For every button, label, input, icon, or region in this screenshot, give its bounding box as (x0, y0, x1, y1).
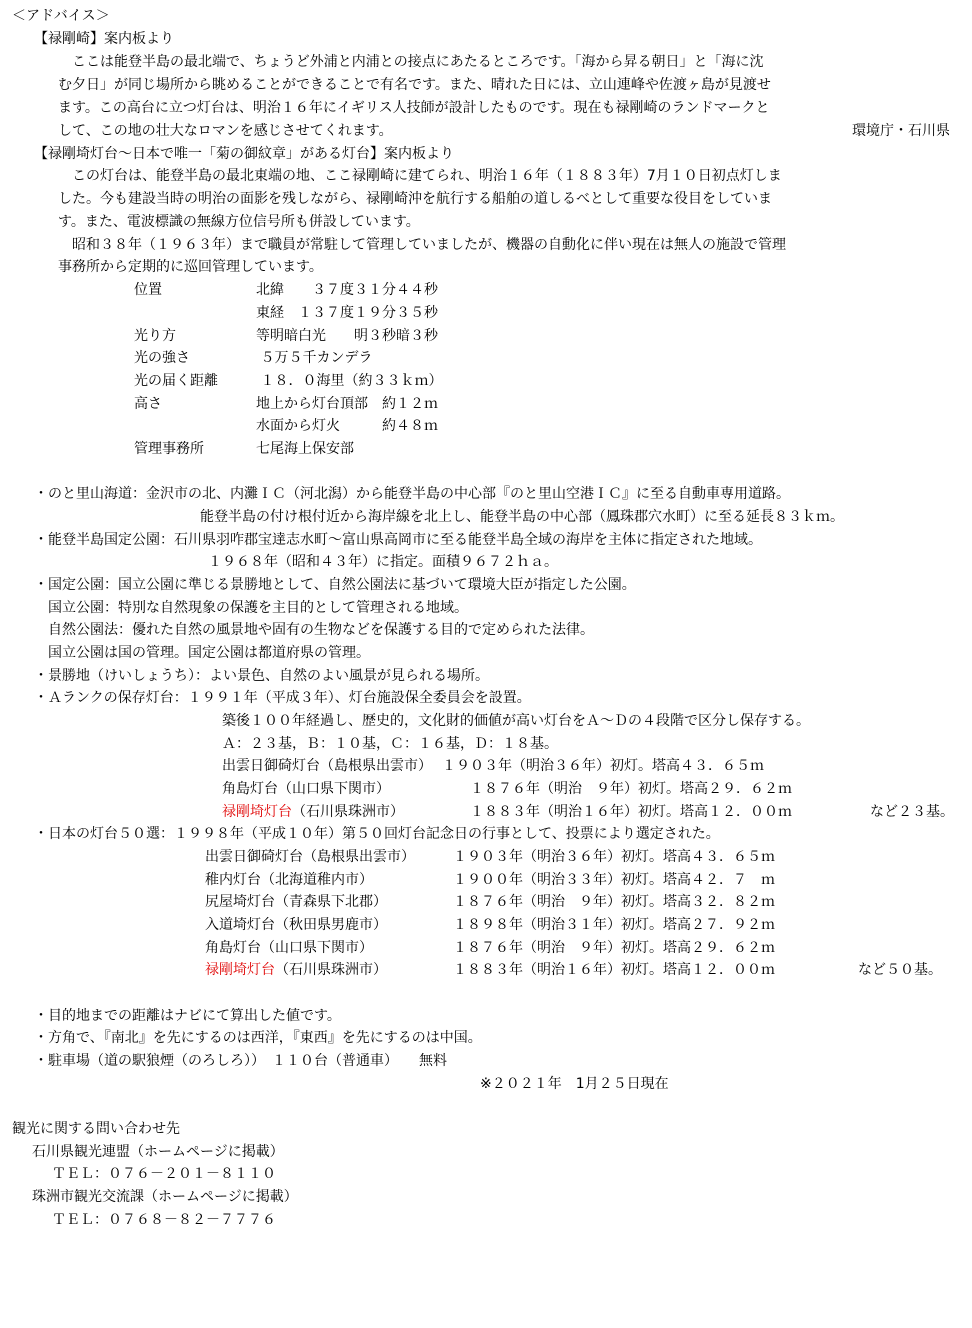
lighthouse-info: １９０３年（明治３６年）初灯。塔高４３．６５ｍ (442, 758, 764, 774)
contact-tel: ＴＥＬ：０７６８－８２－７７７６ (52, 1212, 276, 1228)
spec-value: 水面から灯火 約４８ｍ (256, 418, 438, 434)
lighthouse-name: 入道埼灯台（秋田県男鹿市） (205, 917, 387, 933)
note-def-national: 国立公園：特別な自然現象の保護を主目的として管理される地域。 (48, 600, 468, 616)
note-a-rank: ・Ａランクの保存灯台：１９９１年（平成３年）、灯台施設保全委員会を設置。 (34, 690, 531, 706)
lighthouse-name: 尻屋埼灯台（青森県下北郡） (205, 894, 387, 910)
note-def-mgmt: 国立公園は国の管理。国定公園は都道府県の管理。 (48, 645, 370, 661)
spec-value: 東経 １３７度１９分３５秒 (256, 305, 438, 321)
sign2-line: した。今も建設当時の明治の面影を残しながら、禄剛崎沖を航行する船舶の道しるべとして重要な役目をしていま (58, 191, 772, 207)
note-def-scenic: ・景勝地（けいしょうち）：よい景色、自然のよい風景が見られる場所。 (34, 668, 489, 684)
spec-value: １８．０海里（約３３ｋｍ） (256, 373, 443, 389)
note-quasi-park-cont: １９６８年（昭和４３年）に指定。面積９６７２ｈａ。 (208, 554, 558, 570)
spec-label: 位置 (134, 282, 162, 298)
lighthouse-name: 角島灯台（山口県下関市） (205, 940, 373, 956)
lighthouse-name: 出雲日御碕灯台（島根県出雲市） (222, 758, 432, 774)
lighthouse-info: １８７６年（明治 ９年）初灯。塔高２９．６２ｍ (470, 781, 792, 797)
note-noto-road-cont: 能登半島の付け根付近から海岸線を北上し、能登半島の中心部（鳳珠郡穴水町）に至る延長８３ｋｍ。 (200, 509, 844, 525)
lighthouse-name: 稚内灯台（北海道稚内市） (205, 872, 373, 888)
sign1-line: む夕日」が同じ場所から眺めることができることで有名です。また、晴れた日には、立山連峰や佐渡ヶ島が見渡せ (58, 77, 771, 93)
lighthouse-info: １９００年（明治３３年）初灯。塔高４２．７ ｍ (453, 872, 775, 888)
contact-org: 珠洲市観光交流課（ホームページに掲載） (32, 1189, 298, 1205)
lighthouse-info: １８９８年（明治３１年）初灯。塔高２７．９２ｍ (453, 917, 775, 933)
note-direction: ・方角で、『南北』を先にするのは西洋，『東西』を先にするのは中国。 (34, 1030, 482, 1046)
lighthouse-name: 角島灯台（山口県下関市） (222, 781, 390, 797)
lighthouse-location: （石川県珠洲市） (292, 804, 404, 820)
spec-value: ５万５千カンデラ (256, 350, 373, 366)
note-as-of: ※２０２１年 1月２５日現在 (480, 1076, 669, 1092)
note-a-rank-cont: 築後１００年経過し、歴史的，文化財的価値が高い灯台をＡ～Ｄの４段階で区分し保存する。 (222, 713, 810, 729)
note-a-rank-counts: Ａ：２３基，Ｂ：１０基，Ｃ：１６基，Ｄ：１８基。 (222, 736, 558, 752)
lighthouse-location: （石川県珠洲市） (275, 962, 387, 978)
sign2-line: 事務所から定期的に巡回管理しています。 (58, 259, 323, 275)
spec-value: 北緯 ３７度３１分４４秒 (256, 282, 438, 298)
sign2-line: 昭和３８年（１９６３年）まで職員が常駐して管理していましたが、機器の自動化に伴い現在は無人の施設で管理 (72, 237, 786, 253)
sign1-line: ます。この高台に立つ灯台は、明治１６年にイギリス人技師が設計したものです。現在も禄剛崎のランドマークと (58, 100, 770, 116)
note-def-quasi: ・国定公園：国立公園に準じる景勝地として、自然公園法に基づいて環境大臣が指定した公園。 (34, 577, 636, 593)
spec-label: 管理事務所 (134, 441, 204, 457)
lighthouse-name: 出雲日御碕灯台（島根県出雲市） (205, 849, 415, 865)
lighthouse-info: １８８３年（明治１６年）初灯。塔高１２．００ｍ (470, 804, 792, 820)
lighthouse-name (205, 960, 387, 980)
spec-value: 七尾海上保安部 (256, 441, 354, 457)
section-heading: ＜アドバイス＞ (12, 8, 110, 24)
sign2-line: この灯台は、能登半島の最北東端の地、ここ禄剛崎に建てられ、明治１６年（１８８３年）7月１０日初点灯しま (72, 168, 782, 184)
spec-label: 高さ (134, 396, 162, 412)
highlight-name: 禄剛埼灯台 (222, 804, 292, 820)
note-top50: ・日本の灯台５０選：１９９８年（平成１０年）第５０回灯台記念日の行事として、投票により選定された。 (34, 826, 720, 842)
note-def-law: 自然公園法：優れた自然の風景地や固有の生物などを保護する目的で定められた法律。 (48, 622, 594, 638)
lighthouse-info: １８８３年（明治１６年）初灯。塔高１２．００ｍ (453, 962, 775, 978)
lighthouse-info: １８７６年（明治 ９年）初灯。塔高２９．６２ｍ (453, 940, 775, 956)
spec-label: 光の届く距離 (134, 373, 218, 389)
sign2-line: す。また、電波標識の無線方位信号所も併設しています。 (58, 214, 420, 230)
note-quasi-park: ・能登半島国定公園：石川県羽咋郡宝達志水町～富山県高岡市に至る能登半島全域の海岸を主体に指定された地域。 (34, 532, 762, 548)
highlight-name: 禄剛埼灯台 (205, 962, 275, 978)
lighthouse-name (222, 802, 404, 822)
sign2-title: 【禄剛埼灯台～日本で唯一「菊の御紋章」がある灯台】案内板より (34, 146, 454, 162)
sign1-title: 【禄剛崎】案内板より (34, 31, 174, 47)
sign1-credit: 環境庁・石川県 (852, 123, 950, 139)
contact-org: 石川県観光連盟（ホームページに掲載） (32, 1144, 284, 1160)
note-noto-road: ・のと里山海道：金沢市の北、内灘ＩＣ（河北潟）から能登半島の中心部『のと里山空港ＩＣ』に至る自動車専用道路。 (34, 486, 790, 502)
lighthouse-suffix: など２３基。 (870, 804, 954, 820)
contact-title: 観光に関する問い合わせ先 (12, 1121, 180, 1137)
spec-label: 光の強さ (134, 350, 190, 366)
lighthouse-suffix: など５０基。 (858, 962, 942, 978)
spec-value: 地上から灯台頂部 約１２ｍ (256, 396, 438, 412)
sign1-line: して、この地の壮大なロマンを感じさせてくれます。 (58, 123, 393, 139)
sign1-line: ここは能登半島の最北端で、ちょうど外浦と内浦との接点にあたるところです。「海から昇る朝日」と「海に沈 (72, 54, 764, 70)
spec-label: 光り方 (134, 328, 176, 344)
note-distance: ・目的地までの距離はナビにて算出した値です。 (34, 1008, 341, 1024)
contact-tel: ＴＥＬ：０７６－２０１－８１１０ (52, 1166, 276, 1182)
note-parking: ・駐車場（道の駅狼煙（のろしろ）） １１０台（普通車） 無料 (34, 1053, 447, 1069)
lighthouse-info: １９０３年（明治３６年）初灯。塔高４３．６５ｍ (453, 849, 775, 865)
lighthouse-info: １８７６年（明治 ９年）初灯。塔高３２．８２ｍ (453, 894, 775, 910)
spec-value: 等明暗白光 明３秒暗３秒 (256, 328, 438, 344)
